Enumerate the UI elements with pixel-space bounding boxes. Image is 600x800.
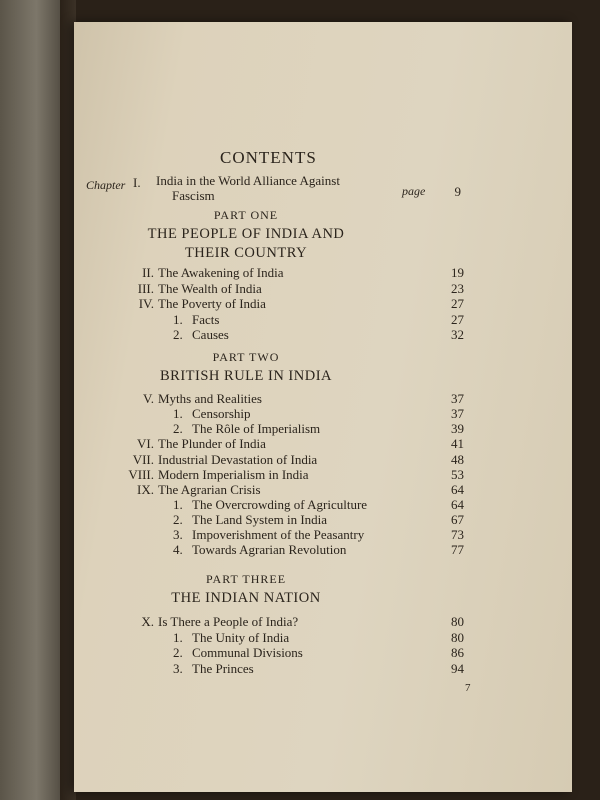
- page-number: 80: [451, 614, 464, 629]
- chapter-number: IX.: [137, 482, 154, 497]
- chapter-title: The Agrarian Crisis: [158, 482, 261, 497]
- section-title: The Rôle of Imperialism: [192, 421, 321, 436]
- contents-page: [74, 22, 572, 792]
- page-label: page: [402, 184, 426, 198]
- section-number: 1.: [173, 630, 183, 645]
- chapter-number: X.: [141, 614, 154, 629]
- section-number: 2.: [173, 645, 183, 660]
- chapter-title: The Awakening of India: [158, 265, 284, 280]
- section-number: 2.: [173, 327, 183, 342]
- page-number: 64: [451, 497, 464, 512]
- section-title: The Overcrowding of Agriculture: [192, 497, 368, 512]
- page-number: 48: [451, 452, 464, 467]
- chapter-number: II.: [142, 265, 154, 280]
- section-title: Censorship: [192, 406, 251, 421]
- page-number: 77: [451, 542, 464, 557]
- chapter-number: V.: [143, 391, 154, 406]
- section-title: Causes: [192, 327, 229, 342]
- section-number: 2.: [173, 421, 183, 436]
- part-heading: THE PEOPLE OF INDIA AND: [147, 226, 345, 242]
- page-number: 73: [451, 527, 464, 542]
- chapter-title: The Plunder of India: [158, 436, 266, 451]
- chapter-number: III.: [137, 281, 154, 296]
- page-number: 94: [451, 661, 464, 676]
- intro-chapter-number: I.: [133, 175, 141, 190]
- intro-chapter-title-line1: India in the World Alliance Against: [156, 173, 340, 188]
- section-title: Facts: [192, 312, 220, 327]
- chapter-number: VIII.: [128, 467, 154, 482]
- section-title: Impoverishment of the Peasantry: [192, 527, 365, 542]
- chapter-title: Industrial Devastation of India: [158, 452, 318, 467]
- section-number: 1.: [173, 312, 183, 327]
- part-label: PART ONE: [213, 208, 279, 222]
- page-number: 86: [451, 645, 464, 660]
- page-number: 23: [451, 281, 464, 296]
- page-number: 27: [451, 312, 464, 327]
- chapter-number: VI.: [137, 436, 154, 451]
- page-number: 27: [451, 296, 464, 311]
- section-number: 4.: [173, 542, 183, 557]
- page-number: 37: [451, 391, 464, 406]
- section-number: 1.: [173, 406, 183, 421]
- section-title: The Princes: [192, 661, 254, 676]
- section-number: 1.: [173, 497, 183, 512]
- page-number: 64: [451, 482, 464, 497]
- page-number: 19: [451, 265, 464, 280]
- section-title: Towards Agrarian Revolution: [192, 542, 347, 557]
- chapter-title: The Wealth of India: [158, 281, 262, 296]
- chapter-number: VII.: [132, 452, 154, 467]
- page-number: 37: [451, 406, 464, 421]
- page-number: 41: [451, 436, 464, 451]
- page-number: 32: [451, 327, 464, 342]
- section-number: 3.: [173, 527, 183, 542]
- intro-chapter-title-line2: Fascism: [172, 188, 215, 203]
- chapter-label: Chapter: [86, 178, 126, 192]
- part-label: PART THREE: [205, 572, 287, 586]
- page-number: 39: [451, 421, 464, 436]
- section-title: Communal Divisions: [192, 645, 303, 660]
- chapter-title: The Poverty of India: [158, 296, 266, 311]
- chapter-title: Myths and Realities: [158, 391, 262, 406]
- page-number: 53: [451, 467, 464, 482]
- part-heading: THEIR COUNTRY: [184, 245, 308, 261]
- part-heading: BRITISH RULE IN INDIA: [160, 368, 332, 384]
- section-number: 2.: [173, 512, 183, 527]
- intro-page-number: 9: [454, 184, 461, 199]
- section-title: The Unity of India: [192, 630, 290, 645]
- page-number: 80: [451, 630, 464, 645]
- page-folio: 7: [465, 682, 471, 694]
- part-heading: THE INDIAN NATION: [171, 590, 321, 606]
- section-number: 3.: [173, 661, 183, 676]
- chapter-title: Modern Imperialism in India: [158, 467, 309, 482]
- section-title: The Land System in India: [192, 512, 328, 527]
- chapter-number: IV.: [138, 296, 154, 311]
- page-title: CONTENTS: [220, 148, 317, 167]
- part-label: PART TWO: [212, 350, 280, 364]
- book-cover-edge: [0, 0, 66, 800]
- page-number: 67: [451, 512, 464, 527]
- chapter-title: Is There a People of India?: [158, 614, 299, 629]
